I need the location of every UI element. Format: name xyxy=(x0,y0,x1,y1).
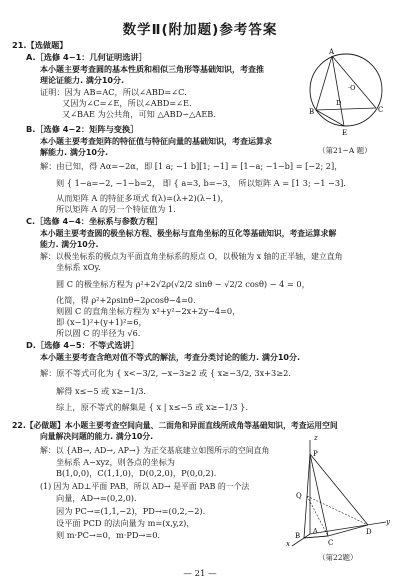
label-a: A xyxy=(329,48,335,56)
label-x: x xyxy=(286,540,290,548)
segment-be xyxy=(316,110,344,126)
q21c-intro-line1: 本小题主要考查圆的极坐标方程、极坐标与直角坐标的互化等基础知识，考查运算求解 xyxy=(40,229,337,238)
q21d-intro-line1: 本小题主要考查含绝对值不等式的解法，考查分类讨论的能力. 满分10分. xyxy=(40,353,300,362)
q21b-heading: B.［选修 4−2：矩阵与变换］ xyxy=(26,124,139,134)
label-p: P xyxy=(313,450,318,458)
label-o: ·O xyxy=(348,84,356,92)
segment-ae xyxy=(332,56,344,126)
segment-qd xyxy=(307,496,368,525)
q21a-heading: A.［选修 4−1：几何证明选讲］ xyxy=(26,52,147,62)
figure-22-caption: （第22题） xyxy=(318,553,358,562)
q21-header: 21.【选做题】 xyxy=(12,40,68,50)
q21a-proof-line2: 又因为∠C=∠E，所以∠ABD=∠E. xyxy=(62,98,192,108)
label-a: A xyxy=(313,527,318,535)
q21a-proof-line3: 又∠BAE 为公共角，可知 △ABD∽△AEB. xyxy=(62,109,216,119)
label-c: C xyxy=(328,539,334,547)
edge-pd xyxy=(310,454,368,525)
q22-solution-line8: 则 m·PC→=0，m·PD→=0. xyxy=(56,530,161,540)
q21c-solution-line6: 即 (x−1)²+(y+1)²=6， xyxy=(56,317,147,327)
label-q: Q xyxy=(296,492,302,500)
page-number: — 21 — xyxy=(183,569,217,579)
q21a-intro-line2: 理论证能力. 满分10分. xyxy=(40,76,124,85)
q21c-solution-line7: 所以圆 C 的半径为 √6. xyxy=(56,328,141,338)
q21d-solution-line3: 综上，原不等式的解集是 { x | x≤−5 或 x≥−1/3 }. xyxy=(56,402,248,412)
q22-solution-line2: 坐标系 A−xyz，则各点的坐标为 xyxy=(56,457,175,467)
q21b-solution-line3: 从而矩阵 A 的特征多项式 f(λ)=(λ+2)(λ−1)， xyxy=(56,193,229,203)
q21a-intro-line1: 本小题主要考查圆的基本性质和相似三角形等基础知识，考查推 xyxy=(40,65,264,74)
q21c-solution-line1: 解：以极坐标系的极点为平面直角坐标系的原点 O，以极轴为 x 轴的正半轴，建立直角 xyxy=(40,252,343,261)
q22-solution-line7: 设平面 PCD 的法向量为 m=(x,y,z)， xyxy=(56,518,195,528)
label-c: C xyxy=(378,106,384,114)
q21d-solution-line2: 解得 x≤−5 或 x≥−1/3. xyxy=(56,386,147,396)
q21b-solution-line1: 解：由已知，得 Aα=−2α，即 [1 a; −1 b][1; −1] = [1−a; −1−b] = [−2; 2]， xyxy=(40,161,343,171)
q21c-intro-line2: 能力. 满分10分. xyxy=(40,240,99,249)
figure-21a-circle xyxy=(300,46,392,142)
q21b-intro-line1: 本小题主要考查矩阵的特征值与特征向量的基础知识，考查运算求 xyxy=(40,137,272,146)
segment-bc xyxy=(316,108,376,110)
figure-22-pyramid xyxy=(282,434,394,550)
q21b-solution-line4: 所以矩阵 A 的另一个特征值为 1. xyxy=(56,204,176,214)
axis-y xyxy=(310,522,386,534)
label-z: z xyxy=(314,434,318,442)
circle-outline xyxy=(310,54,382,126)
label-b: B xyxy=(295,532,301,540)
q21b-solution-line2: 则 { 1−a=−2, −1−b=2， 即 { a=3, b=−3， 所以矩阵 A = [1 3; −1 −3]. xyxy=(56,178,346,188)
q22-header-line2: 向量解决问题的能力. 满分10分. xyxy=(40,432,154,441)
q22-header-line1: 22.【必做题】本小题主要考查空间向量、二面角和异面直线所成角等基础知识，考查运用空间 xyxy=(12,421,338,430)
q21c-solution-line2: 坐标系 xOy. xyxy=(56,262,101,272)
q21d-heading: D.［选修 4−5：不等式选讲］ xyxy=(26,340,139,350)
q21d-solution-line1: 解：原不等式可化为 { x<−3/2, −x−3≥2 或 { x≥−3/2, 3x+3≥2. xyxy=(40,368,291,378)
q22-solution-line5: 向量，AD→=(0,2,0). xyxy=(56,493,137,503)
q22-solution-line1: 解：以 {AB→, AD→, AP→} 为正交基底建立如图所示的空间直角 xyxy=(40,446,270,455)
q22-solution-line3: B(1,0,0)，C(1,1,0)，D(0,2,0)，P(0,0,2). xyxy=(56,468,217,478)
q22-solution-line4: (1) 因为 AD⊥平面 PAB，所以 AD→ 是平面 PAB 的一个法 xyxy=(40,482,250,491)
label-d: D xyxy=(336,99,342,107)
edge-bc xyxy=(304,536,328,538)
label-y: y xyxy=(386,518,390,526)
q21c-solution-line5: 则圆 C 的直角坐标方程为 x²+y²−2x+2y−4=0， xyxy=(56,306,241,316)
q21c-solution-line4: 化简，得 ρ²+2ρsinθ−2ρcosθ−4=0. xyxy=(56,295,196,305)
label-e: E xyxy=(342,129,348,137)
segment-ab xyxy=(316,56,332,110)
q21a-proof-line1: 证明：因为 AB=AC，所以∠ABD=∠C. xyxy=(40,87,187,97)
page-title: 数学Ⅱ(附加题)参考答案 xyxy=(122,22,278,38)
label-b: B xyxy=(309,108,315,116)
q22-solution-line6: 因为 PC→=(1,1,−2)，PD→=(0,2,−2). xyxy=(56,506,206,516)
q21c-heading: C.［选修 4−4：坐标系与参数方程］ xyxy=(26,216,163,226)
q21c-solution-line3: 圆 C 的极坐标方程为 ρ²+2√2ρ(√2/2 sinθ − √2/2 cosθ) − 4 = 0， xyxy=(56,279,310,289)
figure-21a-caption: （第21−A 题） xyxy=(318,146,372,155)
label-d: D xyxy=(366,528,372,536)
q21b-intro-line2: 解能力. 满分10分. xyxy=(40,148,108,157)
